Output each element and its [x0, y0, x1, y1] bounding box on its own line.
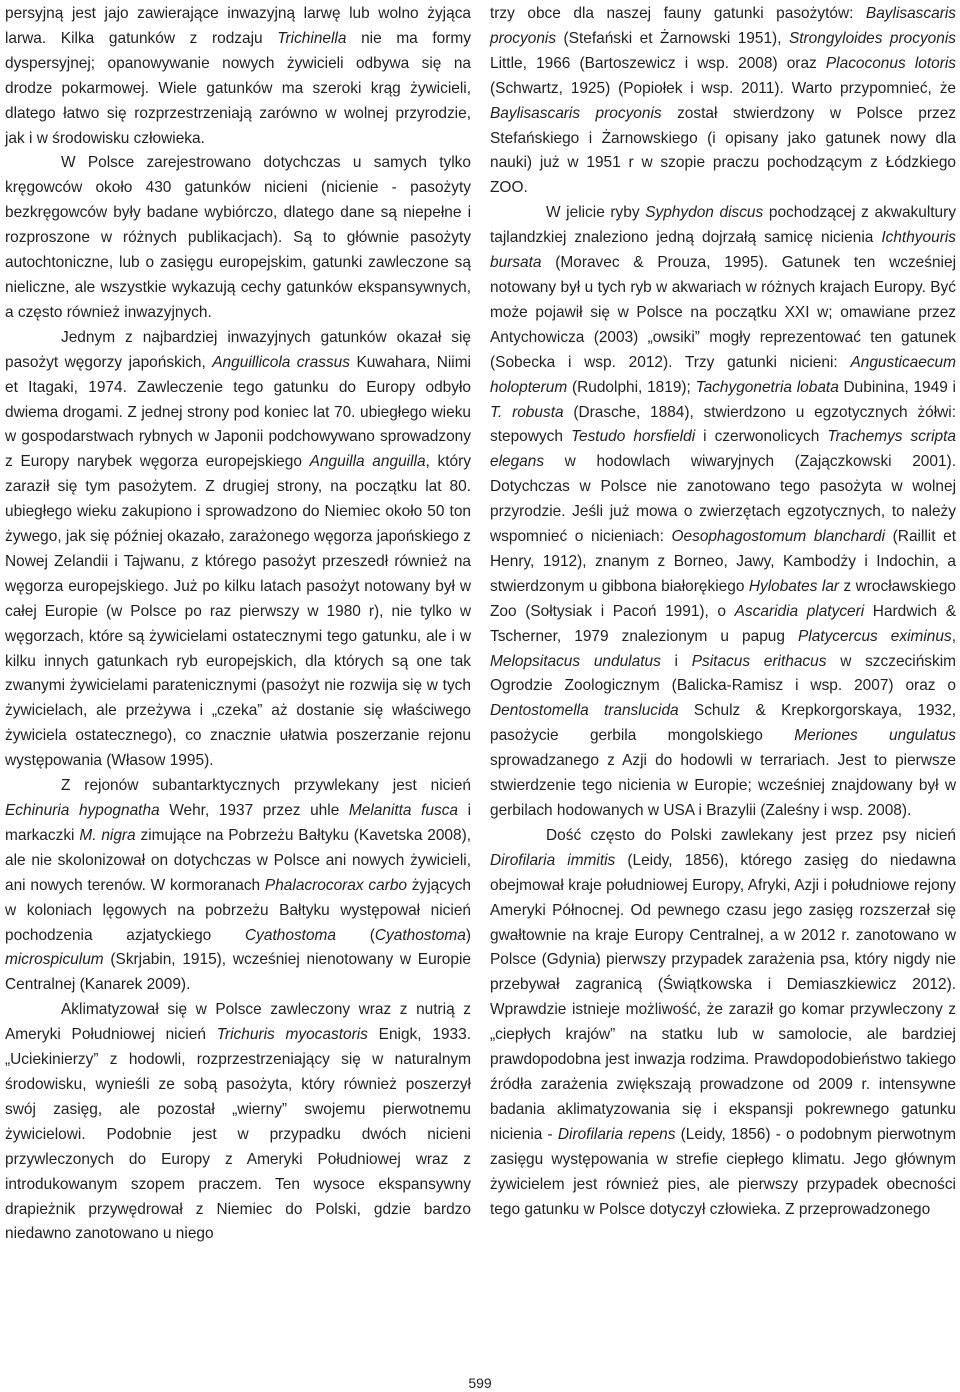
- italic-term: Hylobates lar: [748, 577, 840, 595]
- text-run: w szczecińskim Ogrodzie Zoologicznym (Balicka-Ramisz i wsp. 2007) oraz o: [490, 652, 957, 695]
- italic-term: Cyathostoma: [245, 926, 336, 944]
- text-run: , który zaraził się tym pasożytem. Z drugiej strony, na początku lat 80. ubiegłego wieku zakupiono i sprowadzono do Niemiec około 50 ton żywego, jak się później okazało, zarażonego węgorza japońskiego z Nowej Zelandii i Tajwanu, z którego pasożyt przeszedł również na węgorza europejskiego. Już po kilku latach pasożyt notowany był w całej Europie (w Polsce po raz pierwszy w 1980 r), nie tylko w węgorzach, które są żywicielami ostatecznymi tego gatunku, ale i w kilku innych gatunkach ryb europejskich, dla których są one tak zwanymi żywicielami paratenicznymi (pasożyt nie rozwija się w tych żywicielach, ale przeżywa i „czeka” aż dostanie się właściwego żywiciela ostatecznego), co znacznie ułatwia poszerzanie rejonu występowania (Własow 1995).: [5, 453, 471, 770]
- italic-term: Melopsitacus undulatus: [490, 652, 661, 670]
- paragraph: [490, 201, 956, 824]
- italic-term: Ascaridia platyceri: [734, 602, 865, 620]
- italic-term: M. nigra: [79, 826, 136, 844]
- italic-term: Baylisascaris procyonis: [490, 104, 662, 122]
- paragraph: [5, 151, 471, 325]
- text-run: sprowadzanego z Azji do hodowli w terrariach. Jest to pierwsze stwierdzenie tego nicienia w Europie; wcześniej znajdowany był w gerbilach hodowanych w USA i Brazylii (Zaleśny i wsp. 2008).: [490, 752, 956, 819]
- italic-term: Angusticaecum holopterum: [490, 353, 956, 396]
- text-run: w hodowlach wiwaryjnych (Zajączkowski 2001). Dotychczas w Polsce nie zanotowano tego pasożyta w wolnej przyrodzie. Jeśli już mowa o zwierzętach egzotycznych, to należy wspomnieć o nicieniach:: [490, 453, 956, 546]
- italic-term: Syphydon discus: [645, 204, 764, 222]
- italic-term: Melanitta fusca: [348, 802, 458, 819]
- text-run: i czerwonolicych: [695, 428, 828, 446]
- paragraph: [5, 326, 471, 774]
- text-run: Z rejonów subantarktycznych przywlekany jest nicień: [61, 777, 471, 795]
- italic-term: Ichthyouris bursata: [490, 229, 956, 272]
- text-run: (Rudolphi, 1819);: [567, 378, 696, 396]
- italic-term: Echinuria hypognatha: [5, 802, 160, 819]
- italic-term: Testudo horsfieldi: [570, 428, 696, 446]
- text-run: (Drasche, 1884), stwierdzono u egzotycznych żółwi: stepowych: [490, 403, 956, 446]
- text-run: (Schwartz, 1925) (Popiołek i wsp. 2011). Warto przypomnieć, że: [490, 79, 956, 97]
- italic-term: Strongyloides procyonis: [788, 29, 956, 47]
- italic-term: Platycercus eximinus: [797, 627, 952, 645]
- italic-term: Phalacrocorax carbo: [264, 876, 408, 894]
- text-run: Schulz & Krepkorgorskaya, 1932, pasożycie gerbila mongolskiego: [490, 702, 957, 745]
- italic-term: Dirofilaria immitis: [490, 851, 616, 869]
- italic-term: Dentostomella translucida: [490, 702, 679, 720]
- italic-term: Meriones ungulatus: [794, 727, 956, 745]
- text-run: z wrocławskiego Zoo (Sołtysiak i Pacoń 1991), o: [490, 577, 956, 620]
- italic-term: Placoconus lotoris: [825, 54, 957, 72]
- italic-term: Trachemys scripta elegans: [490, 428, 956, 471]
- text-run: W Polsce zarejestrowano dotychczas u samych tylko kręgowców około 430 gatunków nicieni (nicienie - pasożyty bezkręgowców były badane wybiórczo, dlatego dane są niepełne i rozproszone w różnych publikacjach). Są to głównie pasożyty autochtoniczne, lub o zasięgu europejskim, gatunki zawleczone są nieliczne, ale wszystkie wykazują cechy gatunków ekspansywnych, a często również inwazyjnych.: [5, 154, 471, 321]
- text-run: Hardwich & Tscherner, 1979 znalezionym u papug: [490, 602, 957, 645]
- text-run: Jednym z najbardziej inwazyjnych gatunków okazał się pasożyt węgorzy japońskich,: [5, 328, 471, 371]
- text-run: (Moravec & Prouza, 1995). Gatunek ten wcześniej notowany był u tych ryb w akwariach w różnych krajach Europy. Być może pojawił się w Polsce na początku XXI w; omawiane przez Antychowicza (2003) „owsiki” mogły reprezentować ten gatunek (Sobecka i wsp. 2012). Trzy gatunki nicieni:: [490, 254, 956, 371]
- italic-term: Anguillicola crassus: [212, 353, 350, 371]
- paragraph: [5, 774, 471, 998]
- text-run: persyjną jest jajo zawierające inwazyjną larwę lub wolno żyjąca larwa. Kilka gatunków z rodzaju: [5, 5, 471, 47]
- right-column: [490, 2, 956, 1222]
- text-run: Dość często do Polski zawlekany jest przez psy nicień: [546, 826, 956, 844]
- text-run: ,: [951, 627, 956, 645]
- text-run: Enigk, 1933. „Uciekinierzy” z hodowli, rozprzestrzeniający się w naturalnym środowisku, wynieśli ze sobą pasożyta, który również poszerzył swój zasięg, ale pozostał „wierny” swojemu pierwotnemu żywicielowi. Podobnie jest w przypadku dwóch nicieni przywleczonych do Europy z Ameryki Południowej wraz z introdukowanym szopem praczem. Ten wysoce ekspansywny drapieżnik przywędrował z Niemiec do Polski, gdzie bardzo niedawno zanotowano u niego: [5, 1026, 471, 1243]
- text-run: został stwierdzony w Polsce przez Stefańskiego i Żarnowskiego (i opisany jako gatunek nowy dla nauki) już w 1951 r w szopie praczu pochodzącym z Łódzkiego ZOO.: [490, 104, 957, 197]
- text-run: Little, 1966 (Bartoszewicz i wsp. 2008) oraz: [490, 54, 826, 72]
- text-run: nie ma formy dyspersyjnej; opanowywanie nowych żywicieli odbywa się na drodze pokarmowej. Wiele gatunków ma szeroki krąg żywicieli, dlatego łatwo się rozprzestrzeniają zarówno w wolnej przyrodzie, jak i w środowisku człowieka.: [5, 29, 471, 147]
- left-column: [5, 2, 471, 1247]
- text-run: i: [660, 652, 692, 670]
- text-run: Wehr, 1937 przez uhle: [159, 802, 349, 819]
- text-run: Kuwahara, Niimi et Itagaki, 1974. Zawleczenie tego gatunku do Europy odbyło dwiema drogami. Z jednej strony pod koniec lat 70. ubiegłego wieku w gospodarstwach rybnych w Japonii podchowywano sprowadzony z Europy narybek węgorza europejskiego: [5, 353, 471, 471]
- text-run: żyjących w koloniach lęgowych na pobrzeżu Bałtyku występował nicień pochodzenia azjatyckiego: [5, 876, 471, 944]
- italic-term: microspiculum: [5, 951, 104, 969]
- text-run: trzy obce dla naszej fauny gatunki pasożytów:: [490, 5, 866, 22]
- text-run: W jelicie ryby: [546, 204, 646, 222]
- paragraph: [5, 998, 471, 1247]
- italic-term: Anguilla anguilla: [309, 453, 426, 471]
- italic-term: Trichinella: [277, 29, 347, 47]
- text-run: (Leidy, 1856), którego zasięg do niedawna obejmował kraje południowej Europy, Afryki, Azji i południowe rejony Ameryki Północnej. Od pewnego czasu jego zasięg rozszerzał się gwałtownie na kraje Europy Centralnej, a w 2012 r. zanotowano w Polsce (Gdynia) pierwszy przypadek zarażenia psa, który nigdy nie przebywał zagranicą (Świątkowska i Demiaszkiewicz 2012). Wprawdzie istnieje możliwość, że zaraził go komar przywleczony z „ciepłych krajów” na statku lub w samolocie, ale bardziej prawdopodobna jest inwazja rodzima. Prawdopodobieństwo takiego źródła zarażenia zwiększają prowadzone od 2009 r. intensywne badania aklimatyzowania się i ekspansji pokrewnego gatunku nicienia -: [490, 851, 957, 1143]
- paragraph: [490, 824, 956, 1223]
- page-number: 599: [468, 1375, 492, 1391]
- text-run: Aklimatyzował się w Polsce zawleczony wraz z nutrią z Ameryki Południowej nicień: [5, 1001, 471, 1044]
- italic-term: Baylisascaris procyonis: [490, 5, 956, 47]
- italic-term: Trichuris myocastoris: [216, 1026, 368, 1044]
- text-run: zimujące na Pobrzeżu Bałtyku (Kavetska 2008), ale nie skolonizował on dotychczas w Polsce ani nowych żywicieli, ani nowych terenów. W kormoranach: [5, 826, 472, 894]
- paragraph: [5, 2, 471, 151]
- italic-term: Oesophagostomum blanchardi: [671, 528, 886, 546]
- italic-term: Cyathostoma: [374, 926, 466, 944]
- text-run: (: [335, 926, 375, 944]
- text-run: i markaczki: [5, 802, 472, 844]
- italic-term: T. robusta: [490, 403, 564, 421]
- italic-term: Psitacus erithacus: [691, 652, 827, 670]
- text-run: (Raillit et Henry, 1912), znanym z Borneo, Jawy, Kambodży i Indochin, a stwierdzonym u gibbona białorękiego: [490, 528, 956, 595]
- text-run: (Stefański et Żarnowski 1951),: [556, 29, 789, 47]
- paragraph: [490, 2, 956, 201]
- italic-term: Tachygonetria lobata: [695, 378, 839, 396]
- text-run: (Leidy, 1856) - o podobnym pierwotnym zasięgu występowania w strefie ciepłego klimatu. Jego głównym żywicielem jest również pies, ale pierwszy przypadek obecności tego gatunku w Polsce dotyczył człowieka. Z przeprowadzonego: [490, 1125, 957, 1218]
- text-run: pochodzącej z akwakultury tajlandzkiej znaleziono jedną dojrzałą samicę nicienia: [490, 204, 957, 247]
- text-run: (Skrjabin, 1915), wcześniej nienotowany w Europie Centralnej (Kanarek 2009).: [5, 951, 471, 994]
- text-run: Dubinina, 1949 i: [838, 378, 956, 396]
- italic-term: Dirofilaria repens: [557, 1125, 676, 1143]
- text-run: ): [465, 926, 471, 944]
